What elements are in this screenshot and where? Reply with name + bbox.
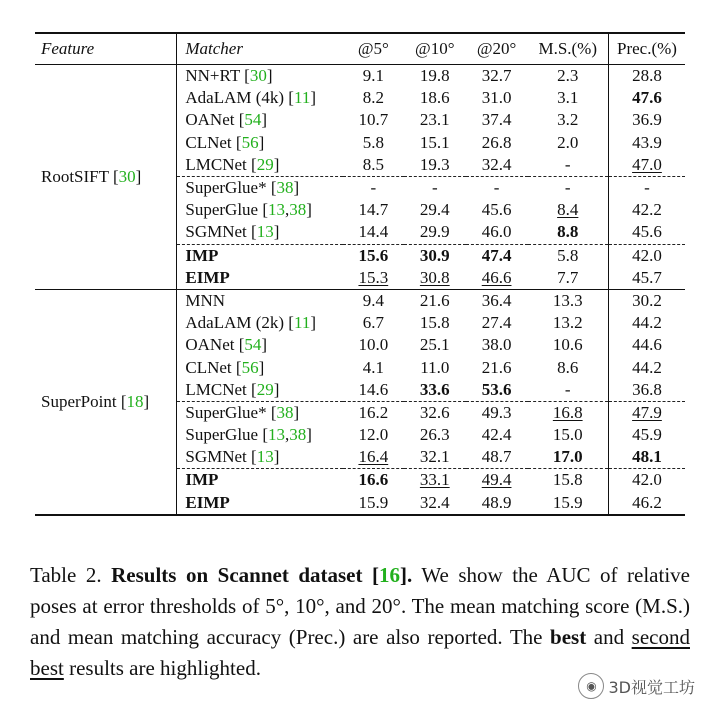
cell-value: 15.6 bbox=[358, 245, 389, 265]
cell-auc20 bbox=[466, 132, 528, 154]
matcher-ref[interactable]: 13 bbox=[256, 447, 274, 467]
matcher-ref[interactable]: 11 bbox=[293, 88, 311, 108]
cell-value: 43.9 bbox=[632, 132, 662, 152]
header-prec: Prec.(%) bbox=[608, 33, 685, 65]
cell-auc10 bbox=[404, 267, 466, 290]
cell-value: 3.2 bbox=[557, 110, 579, 130]
matcher-name: EIMP bbox=[185, 267, 230, 287]
matcher-ref[interactable]: 13 bbox=[256, 222, 274, 242]
cell-value: 36.9 bbox=[632, 110, 662, 130]
matcher-name: AdaLAM (2k) bbox=[185, 313, 289, 333]
matcher-ref[interactable]: 13 bbox=[268, 200, 286, 220]
cell-value: 5.8 bbox=[362, 132, 384, 152]
cell-value: 15.9 bbox=[358, 492, 389, 512]
cell-value: 8.8 bbox=[557, 222, 579, 242]
cell-ms bbox=[528, 267, 609, 290]
cell-prec bbox=[608, 221, 685, 244]
cell-auc20 bbox=[466, 446, 528, 469]
cell-value: 42.0 bbox=[632, 470, 662, 490]
matcher-name: NN+RT bbox=[185, 66, 245, 86]
cell-auc10 bbox=[404, 221, 466, 244]
matcher-ref[interactable]: 56 bbox=[241, 132, 259, 152]
cell-auc5 bbox=[343, 424, 404, 446]
cell-value: 49.4 bbox=[481, 470, 512, 490]
caption-text-1: We show the AUC of relative poses at error thresholds of 5°, 10°, and 20°. The mean matching score (M.S.) and mean matching accuracy (Prec.) are also reported. The bbox=[30, 563, 690, 649]
feature-cell: SuperPoint [18] bbox=[41, 391, 150, 411]
matcher-name: SuperGlue* bbox=[185, 178, 271, 198]
cell-auc20 bbox=[466, 356, 528, 378]
cell-auc20 bbox=[466, 469, 528, 492]
cell-value: 14.7 bbox=[358, 200, 389, 220]
cell-auc10 bbox=[404, 469, 466, 492]
cell-ms bbox=[528, 244, 609, 267]
matcher-cell: SuperGlue [13,38] bbox=[177, 199, 343, 221]
matcher-cell: SuperGlue* [38] bbox=[177, 401, 343, 424]
cell-value: 32.1 bbox=[419, 447, 450, 467]
cell-auc5 bbox=[343, 267, 404, 290]
cell-value: 29.4 bbox=[419, 200, 450, 220]
matcher-cell: LMCNet [29] bbox=[177, 154, 343, 177]
cell-auc5 bbox=[343, 469, 404, 492]
caption-label: Table 2. bbox=[30, 563, 102, 587]
cell-value: 8.6 bbox=[557, 357, 579, 377]
matcher-cell: CLNet [56] bbox=[177, 132, 343, 154]
matcher-name: IMP bbox=[185, 245, 219, 265]
cell-value: 15.9 bbox=[552, 492, 583, 512]
matcher-name: LMCNet bbox=[185, 379, 252, 399]
cell-value: 42.2 bbox=[632, 200, 662, 220]
caption-title-ref[interactable]: 16 bbox=[379, 563, 400, 587]
cell-prec bbox=[608, 356, 685, 378]
cell-value: 16.8 bbox=[552, 402, 583, 422]
cell-value: 45.9 bbox=[632, 425, 662, 445]
cell-prec bbox=[608, 379, 685, 402]
table-row bbox=[35, 289, 685, 312]
cell-prec bbox=[608, 267, 685, 290]
cell-value: 42.0 bbox=[632, 245, 662, 265]
cell-value: 32.4 bbox=[481, 154, 512, 174]
table-header-row bbox=[35, 33, 685, 65]
cell-value: 13.3 bbox=[552, 290, 583, 310]
cell-value: 28.8 bbox=[632, 66, 662, 86]
matcher-name: SGMNet bbox=[185, 222, 252, 242]
cell-value: 45.6 bbox=[632, 222, 662, 242]
matcher-name: OANet bbox=[185, 110, 239, 130]
cell-prec bbox=[608, 154, 685, 177]
matcher-ref[interactable]: 38 bbox=[276, 402, 294, 422]
cell-value: 21.6 bbox=[419, 290, 450, 310]
cell-value: 10.0 bbox=[358, 335, 389, 355]
matcher-name: EIMP bbox=[185, 492, 230, 512]
cell-value: 17.0 bbox=[552, 447, 583, 467]
cell-auc20 bbox=[466, 492, 528, 515]
matcher-cell: SuperGlue [13,38] bbox=[177, 424, 343, 446]
matcher-cell bbox=[177, 492, 343, 515]
cell-prec bbox=[608, 446, 685, 469]
feature-cell: RootSIFT [30] bbox=[41, 166, 142, 186]
matcher-ref[interactable]: 56 bbox=[241, 357, 259, 377]
matcher-cell: SGMNet [13] bbox=[177, 221, 343, 244]
cell-value: 11.0 bbox=[420, 357, 450, 377]
matcher-ref[interactable]: 38 bbox=[289, 425, 307, 445]
matcher-name: CLNet bbox=[185, 357, 236, 377]
cell-value: 19.3 bbox=[419, 154, 450, 174]
cell-value: 37.4 bbox=[481, 110, 512, 130]
cell-prec bbox=[608, 289, 685, 312]
cell-auc10 bbox=[404, 65, 466, 88]
cell-value: 10.7 bbox=[358, 110, 389, 130]
header-auc10: @10° bbox=[415, 39, 455, 58]
cell-value: 2.3 bbox=[557, 66, 579, 86]
cell-value: 19.8 bbox=[419, 66, 450, 86]
cell-value: 48.7 bbox=[481, 447, 512, 467]
matcher-name: OANet bbox=[185, 335, 239, 355]
matcher-cell bbox=[177, 267, 343, 290]
matcher-name: IMP bbox=[185, 470, 219, 490]
cell-ms bbox=[528, 289, 609, 312]
cell-value: - bbox=[431, 178, 438, 198]
cell-value: 15.3 bbox=[358, 267, 389, 287]
cell-value: 47.0 bbox=[632, 154, 662, 174]
caption-text-3: results are highlighted. bbox=[63, 656, 261, 680]
cell-auc5 bbox=[343, 154, 404, 177]
cell-value: 12.0 bbox=[358, 425, 389, 445]
cell-prec bbox=[608, 109, 685, 131]
header-auc5: @5° bbox=[357, 39, 389, 58]
cell-auc20 bbox=[466, 221, 528, 244]
cell-ms bbox=[528, 87, 609, 109]
cell-value: 8.4 bbox=[557, 200, 579, 220]
watermark bbox=[578, 673, 695, 699]
matcher-ref[interactable]: 13 bbox=[268, 425, 286, 445]
table-row bbox=[35, 65, 685, 88]
feature-ref[interactable]: 30 bbox=[118, 166, 136, 186]
matcher-cell: AdaLAM (4k) [11] bbox=[177, 87, 343, 109]
caption-title: Results on Scannet dataset [16]. bbox=[111, 563, 413, 587]
cell-auc20 bbox=[466, 244, 528, 267]
cell-value: 25.1 bbox=[419, 335, 450, 355]
cell-auc10 bbox=[404, 87, 466, 109]
cell-value: 7.7 bbox=[557, 267, 579, 287]
cell-auc5 bbox=[343, 289, 404, 312]
cell-value: 15.8 bbox=[552, 470, 583, 490]
matcher-cell bbox=[177, 244, 343, 267]
matcher-name: LMCNet bbox=[185, 154, 252, 174]
cell-value: 42.4 bbox=[481, 425, 512, 445]
cell-prec bbox=[608, 176, 685, 199]
cell-value: 16.2 bbox=[358, 402, 389, 422]
cell-ms bbox=[528, 446, 609, 469]
wechat-icon: ◉ bbox=[578, 673, 604, 699]
matcher-name: SuperGlue bbox=[185, 200, 263, 220]
matcher-ref[interactable]: 30 bbox=[249, 66, 267, 86]
cell-auc10 bbox=[404, 334, 466, 356]
cell-value: 45.6 bbox=[481, 200, 512, 220]
cell-auc20 bbox=[466, 401, 528, 424]
cell-value: 8.5 bbox=[362, 154, 384, 174]
matcher-ref[interactable]: 54 bbox=[244, 335, 262, 355]
cell-value: 46.6 bbox=[481, 267, 512, 287]
cell-auc5 bbox=[343, 401, 404, 424]
matcher-ref[interactable]: 11 bbox=[293, 313, 311, 333]
watermark-text: 3D视觉工坊 bbox=[608, 677, 695, 697]
cell-value: 49.3 bbox=[481, 402, 512, 422]
cell-ms bbox=[528, 401, 609, 424]
cell-auc5 bbox=[343, 221, 404, 244]
cell-value: 5.8 bbox=[557, 245, 579, 265]
header-matcher: Matcher bbox=[177, 33, 343, 65]
caption-title-end: . bbox=[407, 563, 413, 587]
cell-prec bbox=[608, 132, 685, 154]
cell-auc20 bbox=[466, 424, 528, 446]
cell-auc10 bbox=[404, 132, 466, 154]
cell-value: - bbox=[493, 178, 500, 198]
cell-auc20 bbox=[466, 312, 528, 334]
cell-prec bbox=[608, 401, 685, 424]
cell-prec bbox=[608, 424, 685, 446]
feature-name: SuperPoint bbox=[41, 391, 117, 411]
cell-auc5 bbox=[343, 199, 404, 221]
cell-value: 47.4 bbox=[481, 245, 512, 265]
cell-auc20 bbox=[466, 379, 528, 402]
cell-value: 36.8 bbox=[632, 379, 662, 399]
cell-value: 46.2 bbox=[632, 492, 662, 512]
matcher-name: SuperGlue* bbox=[185, 402, 271, 422]
cell-ms bbox=[528, 65, 609, 88]
cell-value: 33.1 bbox=[419, 470, 450, 490]
cell-ms bbox=[528, 132, 609, 154]
cell-auc5 bbox=[343, 356, 404, 378]
cell-value: 9.4 bbox=[362, 290, 384, 310]
caption-title-text: Results on Scannet dataset bbox=[111, 563, 363, 587]
cell-value: 16.4 bbox=[358, 447, 389, 467]
cell-ms bbox=[528, 154, 609, 177]
cell-value: 47.9 bbox=[632, 402, 662, 422]
cell-auc5 bbox=[343, 132, 404, 154]
cell-value: 30.9 bbox=[419, 245, 450, 265]
header-ms: M.S.(%) bbox=[538, 39, 598, 58]
cell-ms bbox=[528, 176, 609, 199]
matcher-ref[interactable]: 29 bbox=[256, 379, 274, 399]
matcher-cell: OANet [54] bbox=[177, 334, 343, 356]
matcher-ref[interactable]: 54 bbox=[244, 110, 262, 130]
cell-auc20 bbox=[466, 199, 528, 221]
matcher-cell: AdaLAM (2k) [11] bbox=[177, 312, 343, 334]
cell-value: 46.0 bbox=[481, 222, 512, 242]
cell-value: 4.1 bbox=[362, 357, 384, 377]
cell-ms bbox=[528, 469, 609, 492]
table-group-rootsift bbox=[35, 65, 685, 290]
cell-value: - bbox=[564, 154, 571, 174]
cell-value: - bbox=[644, 178, 650, 198]
cell-value: 53.6 bbox=[481, 379, 512, 399]
cell-auc10 bbox=[404, 244, 466, 267]
matcher-cell: SuperGlue* [38] bbox=[177, 176, 343, 199]
cell-auc5 bbox=[343, 244, 404, 267]
cell-value: 36.4 bbox=[481, 290, 512, 310]
cell-auc20 bbox=[466, 267, 528, 290]
cell-auc10 bbox=[404, 109, 466, 131]
cell-auc5 bbox=[343, 176, 404, 199]
cell-value: 10.6 bbox=[552, 335, 583, 355]
cell-value: 9.1 bbox=[362, 66, 384, 86]
cell-auc5 bbox=[343, 334, 404, 356]
cell-auc20 bbox=[466, 334, 528, 356]
cell-value: 18.6 bbox=[419, 88, 450, 108]
cell-ms bbox=[528, 356, 609, 378]
cell-ms bbox=[528, 379, 609, 402]
cell-auc20 bbox=[466, 176, 528, 199]
matcher-ref[interactable]: 29 bbox=[256, 154, 274, 174]
cell-prec bbox=[608, 244, 685, 267]
matcher-cell: NN+RT [30] bbox=[177, 65, 343, 88]
cell-value: 44.2 bbox=[632, 313, 662, 333]
cell-value: 32.6 bbox=[419, 402, 450, 422]
cell-value: - bbox=[564, 379, 571, 399]
cell-ms bbox=[528, 199, 609, 221]
matcher-name: AdaLAM (4k) bbox=[185, 88, 289, 108]
matcher-ref[interactable]: 38 bbox=[289, 200, 307, 220]
cell-value: 48.1 bbox=[632, 447, 662, 467]
cell-prec bbox=[608, 469, 685, 492]
cell-value: 21.6 bbox=[481, 357, 512, 377]
cell-auc5 bbox=[343, 379, 404, 402]
cell-auc10 bbox=[404, 424, 466, 446]
cell-prec bbox=[608, 312, 685, 334]
cell-auc5 bbox=[343, 109, 404, 131]
cell-value: 16.6 bbox=[358, 470, 389, 490]
cell-ms bbox=[528, 312, 609, 334]
table-group-superpoint bbox=[35, 289, 685, 514]
cell-prec bbox=[608, 334, 685, 356]
feature-ref[interactable]: 18 bbox=[126, 391, 144, 411]
matcher-name: SuperGlue bbox=[185, 425, 263, 445]
cell-value: - bbox=[370, 178, 377, 198]
cell-auc5 bbox=[343, 312, 404, 334]
table-caption bbox=[30, 560, 690, 684]
caption-best-word: best bbox=[550, 625, 587, 649]
cell-ms bbox=[528, 221, 609, 244]
matcher-cell bbox=[177, 289, 343, 312]
cell-auc10 bbox=[404, 492, 466, 515]
matcher-cell bbox=[177, 469, 343, 492]
results-table-container bbox=[35, 32, 685, 516]
matcher-cell: OANet [54] bbox=[177, 109, 343, 131]
caption-text-2: and bbox=[586, 625, 632, 649]
cell-ms bbox=[528, 492, 609, 515]
cell-value: 26.8 bbox=[481, 132, 512, 152]
matcher-cell: LMCNet [29] bbox=[177, 379, 343, 402]
cell-prec bbox=[608, 87, 685, 109]
cell-value: 38.0 bbox=[481, 335, 512, 355]
cell-value: 30.8 bbox=[419, 267, 450, 287]
cell-value: 47.6 bbox=[632, 88, 662, 108]
cell-value: 30.2 bbox=[632, 290, 662, 310]
header-auc20: @20° bbox=[476, 39, 517, 58]
cell-auc10 bbox=[404, 154, 466, 177]
cell-value: 13.2 bbox=[552, 313, 583, 333]
cell-auc5 bbox=[343, 65, 404, 88]
cell-auc5 bbox=[343, 492, 404, 515]
cell-ms bbox=[528, 334, 609, 356]
matcher-name: MNN bbox=[185, 290, 226, 310]
matcher-name: SGMNet bbox=[185, 447, 252, 467]
cell-prec bbox=[608, 492, 685, 515]
cell-auc5 bbox=[343, 87, 404, 109]
cell-prec bbox=[608, 65, 685, 88]
cell-auc10 bbox=[404, 356, 466, 378]
cell-value: 3.1 bbox=[557, 88, 579, 108]
cell-auc20 bbox=[466, 87, 528, 109]
cell-value: 14.4 bbox=[358, 222, 389, 242]
cell-ms bbox=[528, 109, 609, 131]
cell-value: 6.7 bbox=[362, 313, 384, 333]
cell-value: 23.1 bbox=[419, 110, 450, 130]
results-table bbox=[35, 32, 685, 516]
matcher-cell: CLNet [56] bbox=[177, 356, 343, 378]
cell-auc20 bbox=[466, 154, 528, 177]
cell-value: 32.7 bbox=[481, 66, 512, 86]
matcher-name: CLNet bbox=[185, 132, 236, 152]
cell-value: 27.4 bbox=[481, 313, 512, 333]
cell-value: 33.6 bbox=[419, 379, 450, 399]
cell-auc20 bbox=[466, 289, 528, 312]
cell-value: 15.0 bbox=[552, 425, 583, 445]
cell-value: 44.6 bbox=[632, 335, 662, 355]
cell-auc10 bbox=[404, 401, 466, 424]
cell-value: 44.2 bbox=[632, 357, 662, 377]
cell-auc10 bbox=[404, 379, 466, 402]
cell-ms bbox=[528, 424, 609, 446]
cell-value: 45.7 bbox=[632, 267, 662, 287]
cell-value: 15.1 bbox=[419, 132, 450, 152]
cell-value: 15.8 bbox=[419, 313, 450, 333]
cell-value: 32.4 bbox=[419, 492, 450, 512]
cell-auc10 bbox=[404, 446, 466, 469]
cell-auc20 bbox=[466, 109, 528, 131]
cell-value: 29.9 bbox=[419, 222, 450, 242]
header-feature: Feature bbox=[41, 39, 95, 58]
cell-value: 31.0 bbox=[481, 88, 512, 108]
cell-auc5 bbox=[343, 446, 404, 469]
matcher-ref[interactable]: 38 bbox=[276, 178, 294, 198]
cell-auc10 bbox=[404, 199, 466, 221]
cell-auc10 bbox=[404, 312, 466, 334]
feature-name: RootSIFT bbox=[41, 166, 109, 186]
cell-auc10 bbox=[404, 289, 466, 312]
cell-prec bbox=[608, 199, 685, 221]
cell-auc10 bbox=[404, 176, 466, 199]
matcher-cell: SGMNet [13] bbox=[177, 446, 343, 469]
cell-value: 48.9 bbox=[481, 492, 512, 512]
caption-second-word: second best bbox=[30, 625, 690, 680]
cell-value: - bbox=[564, 178, 571, 198]
cell-auc20 bbox=[466, 65, 528, 88]
cell-value: 2.0 bbox=[557, 132, 579, 152]
cell-value: 26.3 bbox=[419, 425, 450, 445]
cell-value: 14.6 bbox=[358, 379, 389, 399]
cell-value: 8.2 bbox=[362, 88, 384, 108]
